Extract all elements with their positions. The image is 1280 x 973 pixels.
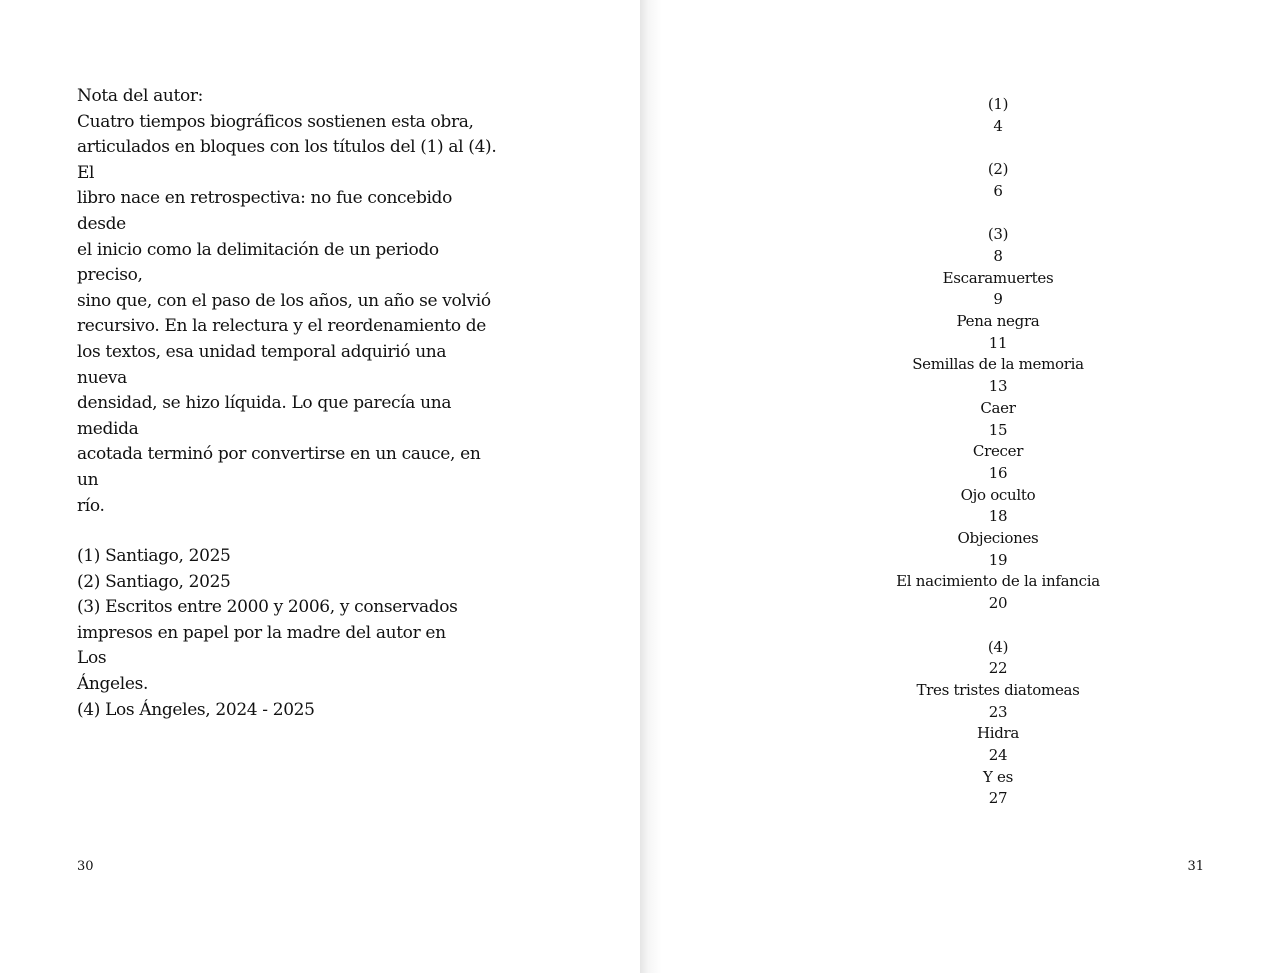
toc-page-number: 11 — [988, 333, 1008, 352]
note-line: acotada terminó por convertirse en un cauce, en un — [77, 444, 481, 490]
toc-page-number: 8 — [993, 246, 1003, 265]
section-spacer — [798, 615, 1198, 637]
toc-page-number: 6 — [993, 181, 1003, 200]
toc-entry-title: Semillas de la memoria — [912, 355, 1084, 374]
page-number-right: 31 — [1187, 859, 1204, 874]
table-of-contents — [798, 94, 1198, 810]
note-line: articulados en bloques con los títulos del (1) al (4). El — [77, 137, 497, 183]
footnote-line: (4) Los Ángeles, 2024 - 2025 — [77, 699, 315, 720]
toc-page-number: 24 — [988, 746, 1008, 765]
note-heading: Nota del autor: — [77, 86, 204, 106]
toc-entry-title: Caer — [980, 398, 1016, 417]
toc-entry-title: Ojo oculto — [960, 485, 1036, 504]
author-note — [77, 84, 497, 519]
page-number-left: 30 — [77, 859, 94, 874]
section-spacer — [798, 203, 1198, 225]
toc-page-number: 4 — [993, 116, 1003, 135]
toc-entry-title: Crecer — [972, 442, 1024, 461]
toc-page-number: 27 — [988, 789, 1008, 808]
note-line: río. — [77, 495, 105, 516]
toc-entry-title: El nacimiento de la infancia — [896, 572, 1100, 591]
note-body — [77, 110, 497, 520]
note-line: densidad, se hizo líquida. Lo que parecía una medida — [77, 393, 452, 439]
toc-section-label: (1) — [987, 95, 1009, 113]
note-line: libro nace en retrospectiva: no fue concebido desde — [77, 188, 452, 234]
section-spacer — [798, 137, 1198, 159]
toc-entry-title: Tres tristes diatomeas — [916, 680, 1080, 699]
footnote-line: Ángeles. — [77, 673, 148, 694]
toc-entry-title: Y es — [982, 767, 1014, 786]
toc-entry-title: Hidra — [976, 724, 1020, 743]
footnote-line: (3) Escritos entre 2000 y 2006, y conservados — [77, 597, 458, 618]
toc-section-label: (2) — [987, 160, 1009, 179]
toc-page-number: 22 — [988, 659, 1008, 678]
footnote-line: impresos en papel por la madre del autor en Los — [77, 622, 446, 669]
toc-page-number: 19 — [988, 550, 1008, 569]
footnotes — [77, 544, 477, 723]
toc-page-number: 16 — [988, 463, 1008, 482]
footnote-line: (1) Santiago, 2025 — [77, 546, 231, 566]
toc-page-number: 18 — [988, 507, 1008, 526]
note-line: el inicio como la delimitación de un periodo preciso, — [77, 239, 439, 286]
toc-entry-title: Objeciones — [957, 529, 1039, 548]
footnote-line: (2) Santiago, 2025 — [77, 571, 231, 592]
note-line: Cuatro tiempos biográficos sostienen esta obra, — [77, 111, 474, 132]
note-line: los textos, esa unidad temporal adquirió una nueva — [77, 341, 447, 388]
toc-page-number: 20 — [988, 594, 1008, 613]
toc-page-number: 15 — [988, 420, 1008, 439]
toc-page-number: 23 — [988, 702, 1008, 721]
note-line: recursivo. En la relectura y el reordenamiento de — [77, 316, 486, 337]
toc-entry-title: Pena negra — [956, 312, 1040, 330]
note-line: sino que, con el paso de los años, un año se volvió — [77, 290, 491, 311]
toc-page-number: 13 — [988, 377, 1008, 396]
toc-page-number: 9 — [993, 290, 1003, 309]
toc-section-label: (4) — [987, 637, 1009, 656]
right-page — [640, 0, 1280, 973]
toc-section-label: (3) — [987, 225, 1009, 244]
toc-entry-title: Escaramuertes — [942, 268, 1054, 287]
